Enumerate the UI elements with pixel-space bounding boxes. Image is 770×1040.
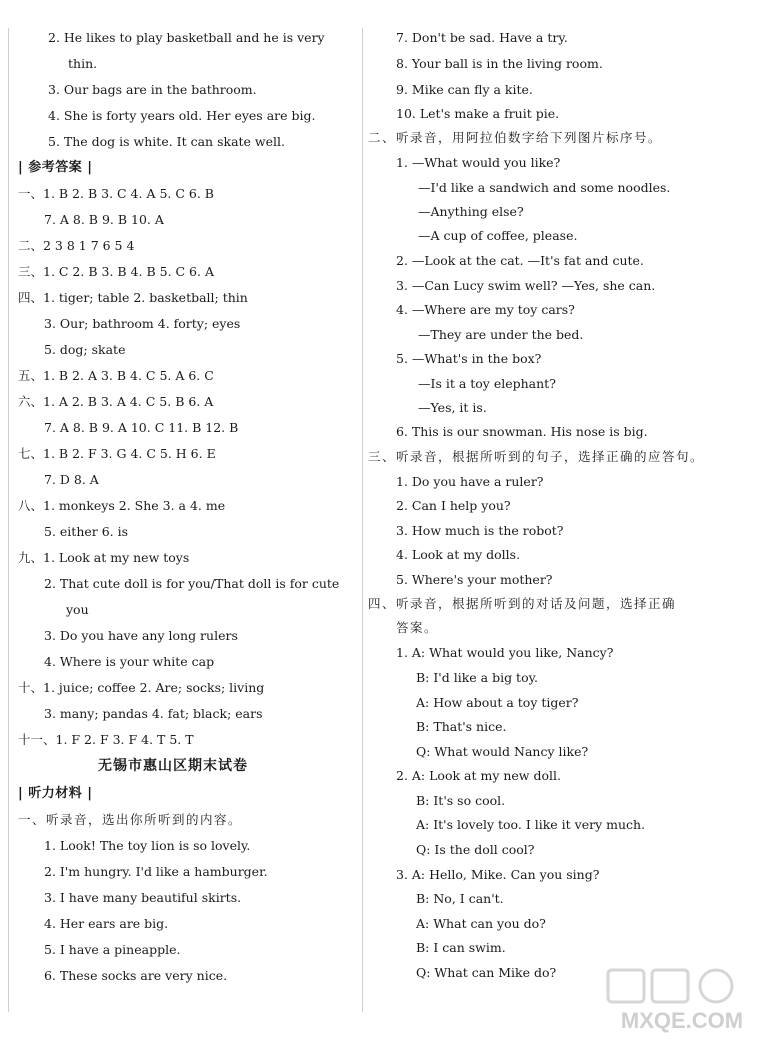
right-text-line: 7. Don't be sad. Have a try. <box>396 30 568 45</box>
right-text-line: 5. Where's your mother? <box>396 572 553 587</box>
right-text-line: 9. Mike can fly a kite. <box>396 82 533 97</box>
left-text-line: | 参考答案 | <box>18 160 93 175</box>
right-text-line: 三、听录音，根据所听到的句子，选择正确的应答句。 <box>368 449 705 464</box>
left-text-line: 七、1. B 2. F 3. G 4. C 5. H 6. E <box>18 446 216 461</box>
right-text-line: 2. A: Look at my new doll. <box>396 768 561 783</box>
left-text-line: 4. She is forty years old. Her eyes are big. <box>48 108 316 123</box>
left-text-line: 5. The dog is white. It can skate well. <box>48 134 285 149</box>
right-text-line: 1. —What would you like? <box>396 155 561 170</box>
left-text-line: 二、2 3 8 1 7 6 5 4 <box>18 238 135 253</box>
right-text-line: —Is it a toy elephant? <box>418 376 556 391</box>
right-text-line: Q: Is the doll cool? <box>416 842 535 857</box>
right-text-line: Q: What would Nancy like? <box>416 744 589 759</box>
left-text-line: 五、1. B 2. A 3. B 4. C 5. A 6. C <box>18 368 214 383</box>
watermark-text: MXQE.COM <box>620 1008 744 1033</box>
left-text-line: 十、1. juice; coffee 2. Are; socks; living <box>18 680 265 695</box>
left-text-line: 7. A 8. B 9. A 10. C 11. B 12. B <box>44 420 239 435</box>
left-text-line: 4. Her ears are big. <box>44 916 169 931</box>
left-text-line: 6. These socks are very nice. <box>44 968 228 983</box>
right-text-line: 答案。 <box>396 620 439 635</box>
right-text-line: —I'd like a sandwich and some noodles. <box>418 180 671 195</box>
right-text-line: A: How about a toy tiger? <box>416 695 579 710</box>
right-text-line: 2. —Look at the cat. —It's fat and cute. <box>396 253 644 268</box>
left-text-line: 2. I'm hungry. I'd like a hamburger. <box>44 864 268 879</box>
left-text-line: 3. I have many beautiful skirts. <box>44 890 242 905</box>
left-text-line: you <box>66 602 89 617</box>
right-text-line: 3. A: Hello, Mike. Can you sing? <box>396 867 600 882</box>
left-text-line: 2. He likes to play basketball and he is very <box>48 30 325 45</box>
left-text-line: 无锡市惠山区期末试卷 <box>98 758 248 774</box>
right-text-line: —Anything else? <box>418 204 524 219</box>
right-text-line: 四、听录音，根据所听到的对话及问题，选择正确 <box>368 596 677 611</box>
watermark-logo <box>586 964 766 1036</box>
right-text-line: 1. A: What would you like, Nancy? <box>396 645 614 660</box>
left-text-line: 1. Look! The toy lion is so lovely. <box>44 838 251 853</box>
right-text-line: 2. Can I help you? <box>396 498 511 513</box>
right-text-line: 3. —Can Lucy swim well? —Yes, she can. <box>396 278 656 293</box>
right-text-line: 8. Your ball is in the living room. <box>396 56 603 71</box>
right-text-line: B: It's so cool. <box>416 793 506 808</box>
right-text-line: B: I'd like a big toy. <box>416 670 538 685</box>
left-text-line: 3. many; pandas 4. fat; black; ears <box>44 706 263 721</box>
left-text-line: 4. Where is your white cap <box>44 654 215 669</box>
left-text-line: 九、1. Look at my new toys <box>18 550 190 565</box>
left-text-line: 5. I have a pineapple. <box>44 942 181 957</box>
right-text-line: Q: What can Mike do? <box>416 965 557 980</box>
column-divider <box>362 28 363 1012</box>
right-text-line: A: It's lovely too. I like it very much. <box>416 817 646 832</box>
right-text-line: —They are under the bed. <box>418 327 584 342</box>
left-text-line: thin. <box>68 56 98 71</box>
right-text-line: 3. How much is the robot? <box>396 523 564 538</box>
right-text-line: 6. This is our snowman. His nose is big. <box>396 424 648 439</box>
left-text-line: 7. D 8. A <box>44 472 99 487</box>
right-text-line: 10. Let's make a fruit pie. <box>396 106 560 121</box>
left-text-line: 一、1. B 2. B 3. C 4. A 5. C 6. B <box>18 186 214 201</box>
left-text-line: 十一、1. F 2. F 3. F 4. T 5. T <box>18 732 194 747</box>
left-text-line: 3. Our; bathroom 4. forty; eyes <box>44 316 241 331</box>
left-text-line: 3. Our bags are in the bathroom. <box>48 82 257 97</box>
left-text-line: 三、1. C 2. B 3. B 4. B 5. C 6. A <box>18 264 214 279</box>
left-text-line: 一、听录音，选出你所听到的内容。 <box>18 812 243 827</box>
right-text-line: 5. —What's in the box? <box>396 351 542 366</box>
left-text-line: 四、1. tiger; table 2. basketball; thin <box>18 290 248 305</box>
right-text-line: B: I can swim. <box>416 940 506 955</box>
left-text-line: 3. Do you have any long rulers <box>44 628 238 643</box>
right-text-line: —Yes, it is. <box>418 400 487 415</box>
left-text-line: 5. dog; skate <box>44 342 126 357</box>
right-text-line: 4. Look at my dolls. <box>396 547 521 562</box>
left-text-line: 六、1. A 2. B 3. A 4. C 5. B 6. A <box>18 394 214 409</box>
left-text-line: | 听力材料 | <box>18 786 93 801</box>
right-text-line: —A cup of coffee, please. <box>418 228 578 243</box>
right-text-line: B: That's nice. <box>416 719 507 734</box>
left-text-line: 2. That cute doll is for you/That doll is for cute <box>44 576 340 591</box>
right-text-line: 1. Do you have a ruler? <box>396 474 544 489</box>
right-text-line: 4. —Where are my toy cars? <box>396 302 575 317</box>
left-margin-rule <box>8 28 9 1012</box>
right-text-line: B: No, I can't. <box>416 891 504 906</box>
right-text-line: 二、听录音，用阿拉伯数字给下列图片标序号。 <box>368 130 663 145</box>
left-text-line: 7. A 8. B 9. B 10. A <box>44 212 164 227</box>
left-text-line: 5. either 6. is <box>44 524 129 539</box>
right-text-line: A: What can you do? <box>416 916 546 931</box>
left-text-line: 八、1. monkeys 2. She 3. a 4. me <box>18 498 226 513</box>
